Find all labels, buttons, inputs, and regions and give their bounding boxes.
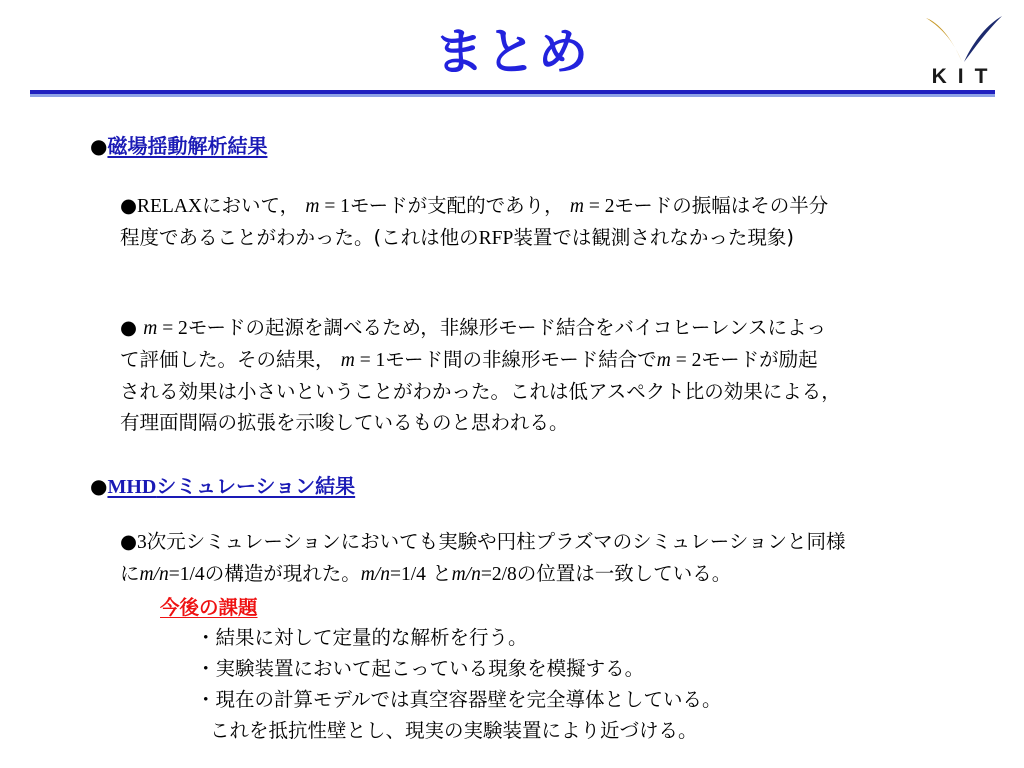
paragraph-line [120,526,990,558]
text: RELAX [137,196,203,217]
text: モードが支配的であり， [349,194,564,217]
math-var: m [143,318,158,339]
list-item-continuation: これを抵抗性壁とし、現実の実験装置により近づける。 [210,719,698,742]
math-value: = 1 [354,350,386,371]
future-tasks-list [196,622,722,746]
math-var: m/n [451,564,481,585]
text: て評価した。その結果， [120,348,335,371]
paragraph-line [120,222,990,254]
section-label-latin: MHD [107,476,157,498]
math-value: = 1 [319,196,350,217]
math-var: m [656,350,671,371]
list-item: ・実験装置において起こっている現象を模擬する。 [196,657,645,680]
paragraph-bicoherence [120,312,990,438]
text: RFP [478,228,514,249]
bullet: ● [120,194,138,217]
paragraph-line [120,344,990,376]
math-value: = 2 [670,350,702,371]
paragraph-mhd [120,526,990,590]
paragraph-line [120,190,990,222]
text: モード間の非線形モード結合で [385,348,657,371]
paragraph-relax [120,190,990,254]
section-label [107,474,355,498]
section-label: 磁場揺動解析結果 [107,134,268,158]
text: の構造が現れた。 [204,562,361,585]
text: モードの起源を調べるため，非線形モード結合をバイコヒーレンスによっ [187,316,826,339]
kit-logo [922,12,1006,92]
future-tasks-heading: 今後の課題 [160,596,258,619]
math-var: m [305,196,320,217]
text: モードの振幅はその半分 [614,194,829,217]
paragraph-line [120,558,990,590]
text: 程度であることがわかった。(これは他の [120,226,479,249]
title-rule-shadow [30,94,995,97]
text: モードが励起 [701,348,818,371]
paragraph-line: される効果は小さいということがわかった。これは低アスペクト比の効果による， [120,380,841,403]
bullet: ● [120,316,138,339]
bullet: ● [120,530,138,553]
text: 装置では観測されなかった現象) [513,226,794,249]
math-value: = 2 [157,318,188,339]
list-item: ・現在の計算モデルでは真空容器壁を完全導体としている。 [196,688,722,711]
text: に [120,562,140,585]
math-value: =1/4 [168,564,205,585]
math-var: m/n [360,564,390,585]
logo-text: KIT [931,65,999,88]
paragraph-line: 有理面間隔の拡張を示唆しているものと思われる。 [120,411,569,434]
logo-navy-stroke [964,16,1002,62]
slide-title: まとめ [434,23,590,81]
section-heading-magnetic [90,132,267,160]
text: 次元シミュレーションにおいても実験や円柱プラズマのシミュレーションと同様 [146,530,846,553]
logo-gold-stroke [926,18,962,62]
list-item: ・結果に対して定量的な解析を行う。 [196,626,528,649]
math-value: = 2 [583,196,615,217]
text: 3 [137,532,147,553]
section-label-jp: シミュレーション結果 [156,474,356,498]
math-var: m/n [139,564,169,585]
bullet: ● [90,134,108,158]
paragraph-line [120,312,990,344]
kit-logo-mark-icon [922,12,1006,68]
math-var: m [340,350,355,371]
math-value: =1/4 [389,564,426,585]
text: において， [202,194,300,217]
text: と [425,562,452,585]
math-var: m [569,196,584,217]
section-heading-mhd [90,472,355,501]
text: の位置は一致している。 [516,562,732,585]
math-value: =2/8 [480,564,517,585]
bullet: ● [90,474,108,498]
